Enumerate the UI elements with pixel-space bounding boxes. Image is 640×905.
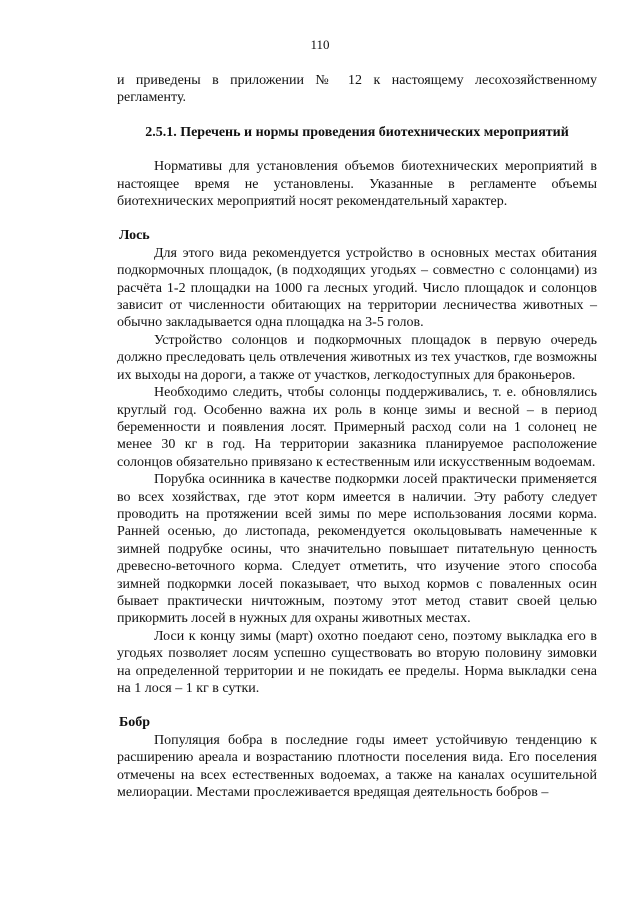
moose-paragraph-4: Порубка осинника в качестве подкормки лосей практически применяется во всех хозяйствах, где этот корм имеется в наличии. Эту работу следует проводить на протяжении всей зимы по мере использования лосями корма. Ранней осенью, до листопада, рекомендуется окольцовывать намеченные к зимней подрубке осины, что значительно повышает питательную ценность древесно-веточного корма. Следует отметить, что изучение этого способа зимней подкормки лосей показывает, что выход кормов с поваленных осин бывает практически ничтожным, поэтому этот метод ставит своей целью прикормить лосей в нужных для охраны животных местах. xyxy=(117,472,597,627)
moose-heading: Лось xyxy=(119,228,150,244)
moose-paragraph-3: Необходимо следить, чтобы солонцы поддерживались, т. е. обновлялись круглый год. Особенно важна их роль в конце зимы и весной – в период беременности и появления лосят. Примерный расход соли на 1 солонец не менее 30 кг в год. На территории заказника планируемое расположение солонцов обязательно привязано к естественным или искусственным водоемам. xyxy=(117,385,597,470)
moose-paragraph-5: Лоси к концу зимы (март) охотно поедают сено, поэтому выкладка его в угодьях позволяет лосям успешно существовать во вторую половину зимовки на определенной территории и не покидать ее пределы. Норма выкладки сена на 1 лося – 1 кг в сутки. xyxy=(117,628,597,696)
section-intro-paragraph: Нормативы для установления объемов биотехнических мероприятий в настоящее время не установлены. Указанные в регламенте объемы биотехнических мероприятий носят рекомендательный характер. xyxy=(117,159,597,210)
intro-paragraph: и приведены в приложении № 12 к настоящему лесохозяйственному регламенту. xyxy=(117,73,597,106)
page-content xyxy=(117,72,597,801)
section-title: 2.5.1. Перечень и нормы проведения биотехнических мероприятий xyxy=(145,124,569,140)
page-number: 110 xyxy=(310,37,330,52)
beaver-paragraph-1: Популяция бобра в последние годы имеет устойчивую тенденцию к расширению ареала и возрастанию плотности поселения вида. Его поселения отмечены на всех естественных водоемах, а также на каналах осушительной мелиорации. Местами прослеживается вредящая деятельность бобров – xyxy=(117,732,597,801)
beaver-heading: Бобр xyxy=(119,715,151,731)
moose-paragraph-2: Устройство солонцов и подкормочных площадок в первую очередь должно преследовать цель отвлечения животных из тех участков, где возможны их выходы на дороги, а также от участков, легкодоступных для браконьеров. xyxy=(117,332,597,383)
moose-paragraph-1: Для этого вида рекомендуется устройство в основных местах обитания подкормочных площадок, (в подходящих угодьях – совместно с солонцами) из расчёта 1-2 площадки на 1000 га лесных угодий. Число площадок и солонцов зависит от численности обитающих на территории лесничества животных – обычно закладывается одна площадка на 3-5 голов. xyxy=(117,245,597,331)
